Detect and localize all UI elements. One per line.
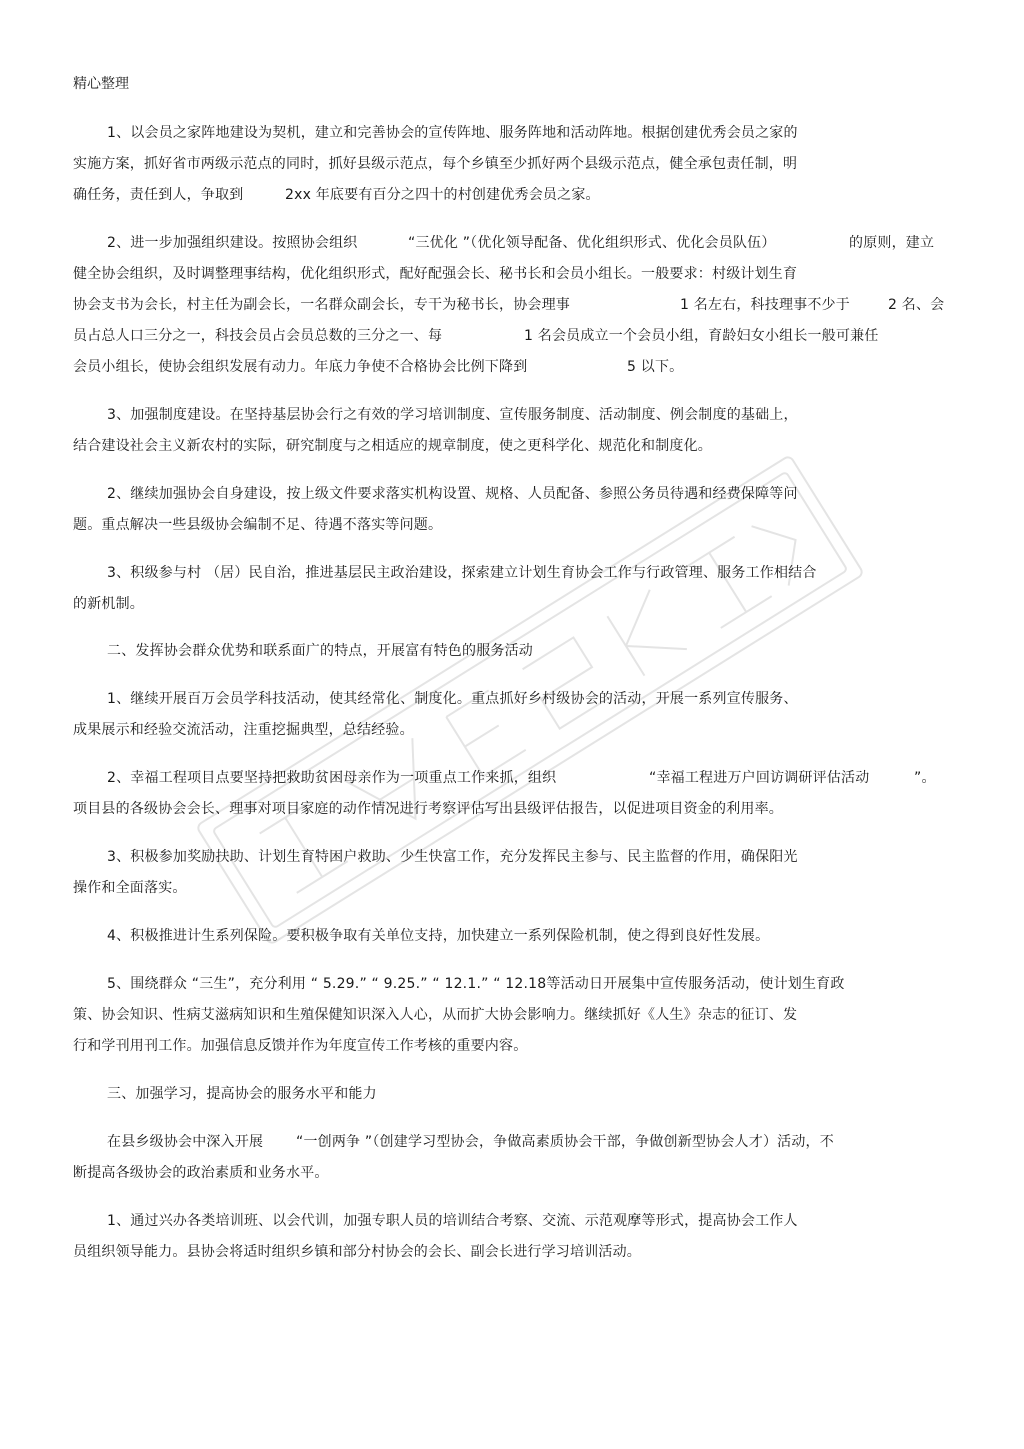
paragraph-line: 5 以下。 [627,359,684,375]
paragraph-line: 4、积极推进计生系列保险。要积极争取有关单位支持，加快建立一系列保险机制，使之得到良好性发展。 [107,928,770,944]
paragraph-line: ”。 [914,770,936,786]
paragraph-line: 策、协会知识、性病艾滋病知识和生殖保健知识深入人心，从而扩大协会影响力。继续抓好《人生》杂志的征订、发 [73,1007,798,1023]
paragraph-line: 1 名左右，科技理事不少于 [680,297,850,313]
paragraph-line: 5、围绕群众 “三生”，充分利用 “ 5.29.” “ 9.25.” “ 12.1.” “ 12.18等活动日开展集中宣传服务活动，使计划生育政 [107,976,845,992]
paragraph-line: 断提高各级协会的政治素质和业务水平。 [73,1165,329,1181]
paragraph-line: 3、积级参与村 （居）民自治，推进基层民主政治建设，探索建立计划生育协会工作与行政管理、服务工作相结合 [107,565,817,581]
paragraph-line: 行和学刊用刊工作。加强信息反馈并作为年度宣传工作考核的重要内容。 [73,1038,528,1054]
paragraph-line: 项目县的各级协会会长、理事对项目家庭的动作情况进行考察评估写出县级评估报告，以促进项目资金的利用率。 [73,801,783,817]
paragraph-line: 题。重点解决一些县级协会编制不足、待遇不落实等问题。 [73,517,443,533]
paragraph-line: “三优化 ”（优化领导配备、优化组织形式、优化会员队伍） [408,235,776,251]
paragraph-line: 员组织领导能力。县协会将适时组织乡镇和部分村协会的会长、副会长进行学习培训活动。 [73,1244,641,1260]
paragraph-line: 2、进一步加强组织建设。按照协会组织 [107,235,358,251]
paragraph-line: 确任务，责任到人，争取到 [73,187,244,203]
paragraph-line: 协会支书为会长，村主任为副会长，一名群众副会长，专干为秘书长，协会理事 [73,297,570,313]
paragraph-line: 健全协会组织，及时调整理事结构，优化组织形式，配好配强会长、秘书长和会员小组长。一般要求：村级计划生育 [73,266,798,282]
paragraph-line: 在县乡级协会中深入开展 [107,1134,264,1150]
paragraph-line: 会员小组长，使协会组织发展有动力。年底力争使不合格协会比例下降到 [73,359,528,375]
paragraph-line: 1、继续开展百万会员学科技活动，使其经常化、制度化。重点抓好乡村级协会的活动，开展一系列宣传服务、 [107,691,798,707]
paragraph-line: 3、加强制度建设。在坚持基层协会行之有效的学习培训制度、宣传服务制度、活动制度、例会制度的基础上， [107,407,798,423]
document-header: 精心整理 [73,76,129,92]
paragraph-line: 1、以会员之家阵地建设为契机，建立和完善协会的宣传阵地、服务阵地和活动阵地。根据创建优秀会员之家的 [107,125,798,141]
paragraph-line: 实施方案，抓好省市两级示范点的同时，抓好县级示范点，每个乡镇至少抓好两个县级示范点，健全承包责任制，明 [73,156,798,172]
paragraph-line: 操作和全面落实。 [73,880,187,896]
paragraph-line: 成果展示和经验交流活动，注重挖掘典型，总结经验。 [73,722,414,738]
paragraph-line: “一创两争 ”（创建学习型协会，争做高素质协会干部，争做创新型协会人才）活动，不 [296,1134,834,1150]
paragraph-line: “幸福工程进万户回访调研评估活动 [649,770,870,786]
paragraph-line: 2、继续加强协会自身建设，按上级文件要求落实机构设置、规格、人员配备、参照公务员待遇和经费保障等问 [107,486,798,502]
section-heading: 三、加强学习，提高协会的服务水平和能力 [107,1086,377,1102]
paragraph-line: 的新机制。 [73,596,144,612]
paragraph-line: 2 名、会 [888,297,945,313]
paragraph-line: 3、积极参加奖励扶助、计划生育特困户救助、少生快富工作，充分发挥民主参与、民主监督的作用，确保阳光 [107,849,798,865]
paragraph-line: 1 名会员成立一个会员小组，育龄妇女小组长一般可兼任 [524,328,879,344]
paragraph-line: 1、通过兴办各类培训班、以会代训，加强专职人员的培训结合考察、交流、示范观摩等形式，提高协会工作人 [107,1213,798,1229]
paragraph-line: 的原则，建立 [849,235,935,251]
paragraph-line: 结合建设社会主义新农村的实际，研究制度与之相适应的规章制度，使之更科学化、规范化和制度化。 [73,438,712,454]
paragraph-line: 2、幸福工程项目点要坚持把救助贫困母亲作为一项重点工作来抓，组织 [107,770,557,786]
section-heading: 二、发挥协会群众优势和联系面广的特点，开展富有特色的服务活动 [107,643,533,659]
paragraph-line: 2xx 年底要有百分之四十的村创建优秀会员之家。 [285,187,600,203]
paragraph-line: 员占总人口三分之一，科技会员占会员总数的三分之一、每 [73,328,443,344]
